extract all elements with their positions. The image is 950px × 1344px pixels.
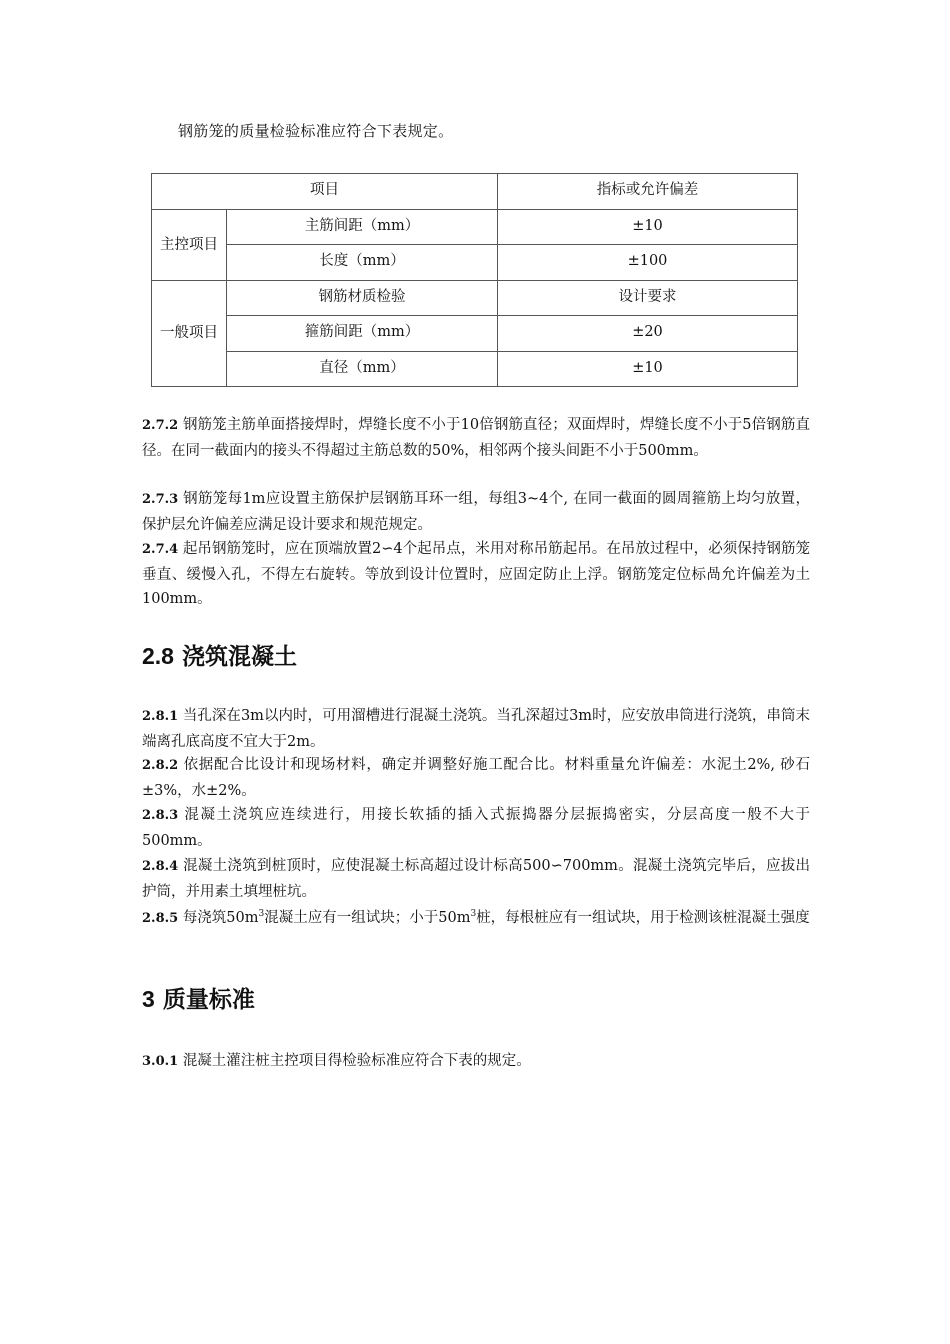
clause-text-part3: 桩，每根桩应有一组试块，用于检测该桩混凝土强度 <box>476 910 810 926</box>
clause-text: 依据配合比设计和现场材料，确定并调整好施工配合比。材料重量允许偏差：水泥土2%, 砂石±3%，水±2%。 <box>142 757 811 799</box>
table-cell-item: 箍筋间距（mm） <box>227 316 498 352</box>
clause-text: 混凝土灌注桩主控项目得检验标准应符合下表的规定。 <box>182 1053 531 1069</box>
clause-text: 钢筋笼每1m应设置主筋保护层钢筋耳环一组，每组3~4个, 在同一截面的圆周箍筋上均匀放置，保护层允许偏差应满足设计要求和规范规定。 <box>142 491 810 533</box>
clause-2-8-4 <box>142 854 810 904</box>
superscript-3: 3 <box>470 909 477 920</box>
clause-number: 2.7.2 <box>142 418 179 433</box>
table-header-item: 项目 <box>152 174 498 210</box>
clause-2-8-2 <box>142 753 810 803</box>
clause-2-8-1 <box>142 704 810 754</box>
table-group-main: 主控项目 <box>152 209 227 280</box>
table-cell-item: 钢筋材质检验 <box>227 280 498 316</box>
table-cell-item: 主筋间距（mm） <box>227 209 498 245</box>
table-header-value: 指标或允许偏差 <box>498 174 798 210</box>
table-row <box>152 351 798 387</box>
clause-text-part2: 混凝土应有一组试块；小于50m <box>264 910 471 926</box>
table-row <box>152 280 798 316</box>
clause-2-7-3 <box>142 487 810 537</box>
table-header-row <box>152 174 798 210</box>
clause-number: 3.0.1 <box>142 1054 179 1069</box>
intro-text: 钢筋笼的质量检验标准应符合下表规定。 <box>178 122 454 140</box>
table-cell-value: ±10 <box>498 209 798 245</box>
clause-2-7-4 <box>142 537 810 612</box>
table-cell-value: ±100 <box>498 245 798 281</box>
section-heading-3 <box>142 981 255 1014</box>
section-number: 3 <box>142 986 155 1012</box>
clause-3-0-1 <box>142 1049 810 1075</box>
superscript-3: 3 <box>258 909 265 920</box>
clause-2-7-2 <box>142 413 810 463</box>
clause-number: 2.8.5 <box>142 911 179 926</box>
section-heading-2-8 <box>142 638 297 671</box>
table-cell-item: 长度（mm） <box>227 245 498 281</box>
section-number: 2.8 <box>142 643 174 669</box>
clause-text: 钢筋笼主筋单面搭接焊时，焊缝长度不小于10倍钢筋直径；双面焊时，焊缝长度不小于5倍钢筋直径。在同一截面内的接头不得超过主筋总数的50%，相邻两个接头间距不小于500mm。 <box>142 417 810 459</box>
table-cell-value: ±20 <box>498 316 798 352</box>
clause-number: 2.7.3 <box>142 492 179 507</box>
clause-2-8-3 <box>142 803 810 853</box>
section-title: 质量标准 <box>162 986 255 1013</box>
clause-number: 2.7.4 <box>142 542 179 557</box>
table-row <box>152 245 798 281</box>
clause-text-part1: 每浇筑50m <box>182 910 259 926</box>
clause-number: 2.8.1 <box>142 709 179 724</box>
rebar-cage-quality-table <box>151 173 798 387</box>
clause-number: 2.8.2 <box>142 758 179 773</box>
clause-2-8-5 <box>142 906 810 932</box>
table-group-general: 一般项目 <box>152 280 227 387</box>
clause-text: 混凝土浇筑到桩顶时，应使混凝土标高超过设计标高500∽700mm。混凝土浇筑完毕后，应拔出护筒，并用素土填埋桩坑。 <box>142 858 811 900</box>
clause-text: 混凝土浇筑应连续进行，用接长软插的插入式振捣器分层振捣密实，分层高度一般不大于500mm。 <box>142 807 811 849</box>
table-row <box>152 209 798 245</box>
clause-text: 当孔深在3m以内时，可用溜槽进行混凝土浇筑。当孔深超过3m时，应安放串筒进行浇筑，串筒末端离孔底高度不宜大于2m。 <box>142 708 810 750</box>
table-cell-item: 直径（mm） <box>227 351 498 387</box>
section-title: 浇筑混凝土 <box>182 643 297 670</box>
clause-number: 2.8.4 <box>142 859 179 874</box>
clause-number: 2.8.3 <box>142 808 179 823</box>
table-row <box>152 316 798 352</box>
table-cell-value: ±10 <box>498 351 798 387</box>
clause-text: 起吊钢筋笼时，应在顶端放置2∽4个起吊点，米用对称吊筋起吊。在吊放过程中，必须保持钢筋笼垂直、缓慢入孔，不得左右旋转。等放到设计位置时，应固定防止上浮。钢筋笼定位标咼允许偏差为土100mm。 <box>142 541 810 607</box>
table-cell-value: 设计要求 <box>498 280 798 316</box>
